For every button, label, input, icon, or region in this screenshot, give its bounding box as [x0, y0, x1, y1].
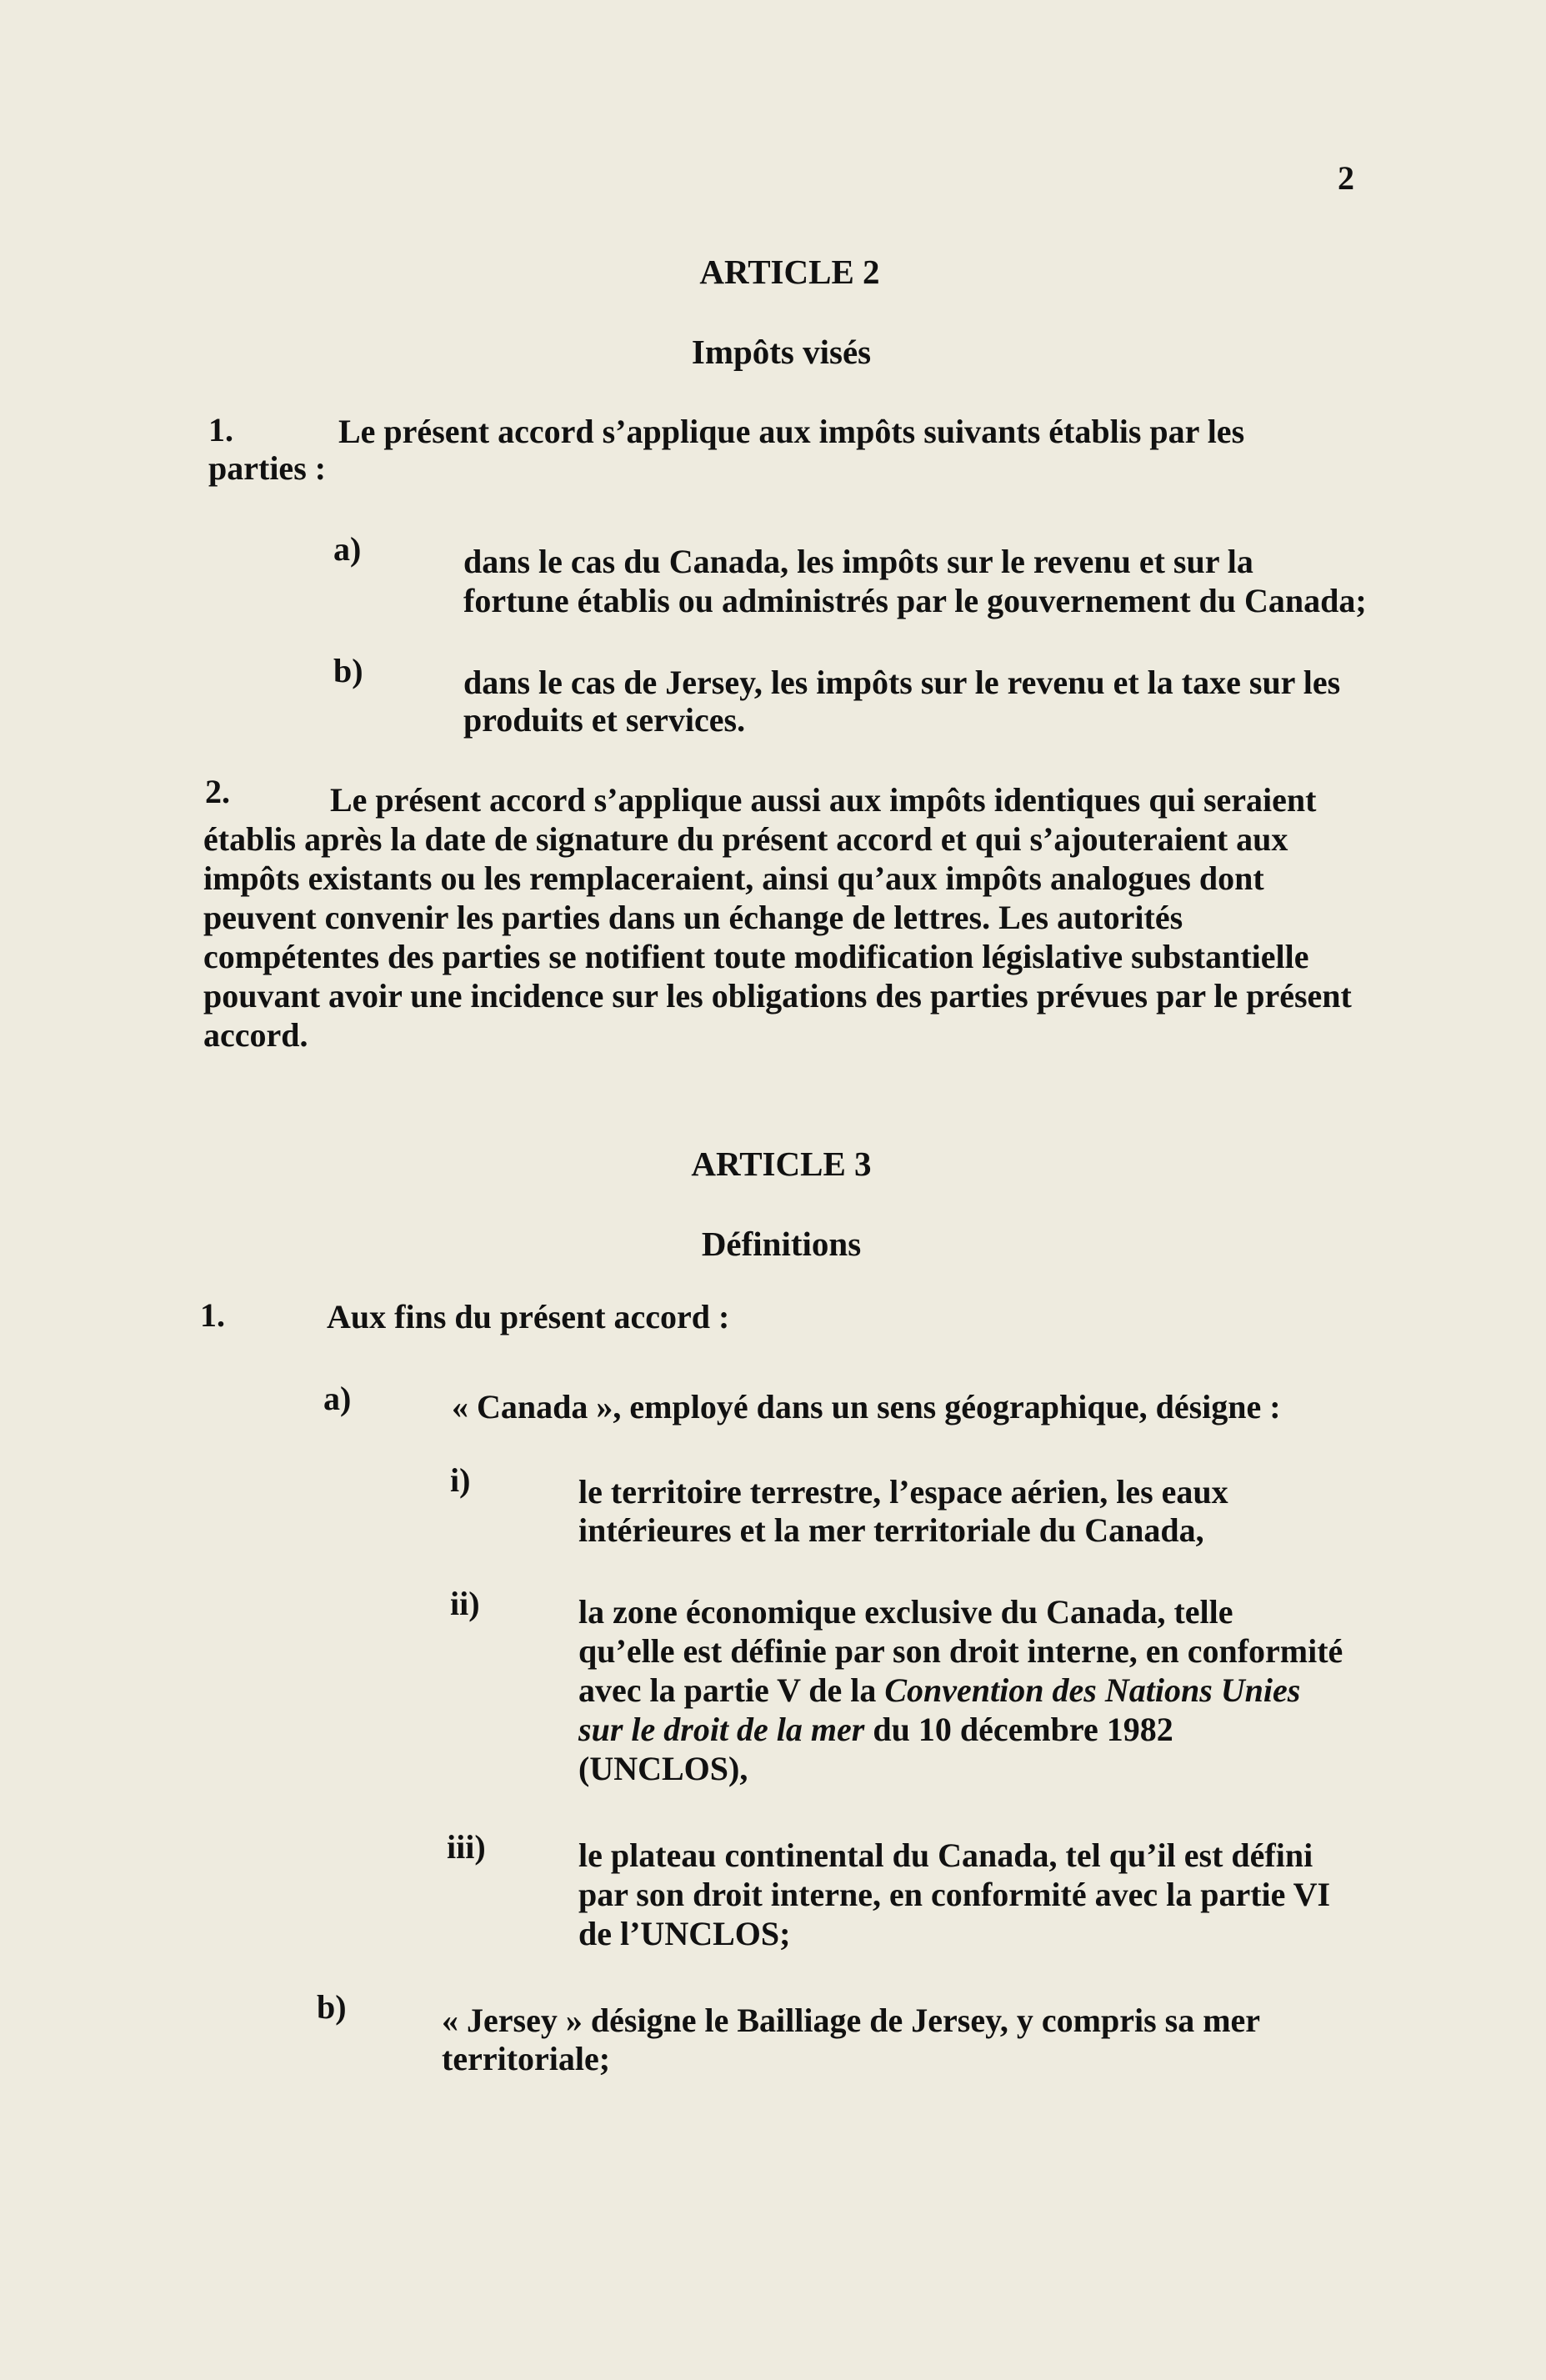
article-3-subitem-ii-line-5: (UNCLOS), [578, 1750, 748, 1787]
article-2-item-b-line-2: produits et services. [463, 701, 746, 739]
article-2-para-1-number: 1. [208, 411, 233, 448]
article-2-item-b-line-1: dans le cas de Jersey, les impôts sur le revenu et la taxe sur les [463, 664, 1341, 701]
article-3-subitem-ii-line-4 [578, 1710, 1173, 1750]
article-3-subitem-iii-line-3: de l’UNCLOS; [578, 1915, 791, 1952]
article-3-subitem-ii-line-1: la zone économique exclusive du Canada, telle [578, 1593, 1233, 1631]
article-3-item-b-line-2: territoriale; [442, 2040, 611, 2077]
article-2-subtitle: Impôts visés [691, 333, 872, 371]
article-2-title: ARTICLE 2 [699, 253, 880, 291]
article-3-title: ARTICLE 3 [691, 1145, 872, 1183]
article-3-subitem-ii-label: ii) [450, 1585, 480, 1622]
article-2-para-2-line-6: pouvant avoir une incidence sur les obligations des parties prévues par le présent [203, 977, 1352, 1015]
article-2-para-2-number: 2. [205, 773, 230, 810]
article-3-para-1-text: Aux fins du présent accord : [327, 1298, 730, 1335]
article-3-subitem-i-label: i) [450, 1461, 471, 1499]
article-2-para-2-line-2: établis après la date de signature du présent accord et qui s’ajouteraient aux [203, 820, 1288, 858]
article-2-para-2-text [203, 780, 1352, 1055]
article-2-para-1-line-1: Le présent accord s’applique aux impôts suivants établis par les [338, 413, 1245, 450]
article-2-para-2-line-5: compétentes des parties se notifient toute modification législative substantielle [203, 938, 1309, 975]
article-3-subitem-i-line-1: le territoire terrestre, l’espace aérien, les eaux [578, 1473, 1228, 1511]
unclos-title-part-1: Convention des Nations Unies [884, 1671, 1301, 1709]
article-2-item-a-line-2: fortune établis ou administrés par le gouvernement du Canada; [463, 582, 1367, 619]
article-3-item-a-text: « Canada », employé dans un sens géographique, désigne : [452, 1388, 1281, 1425]
article-3-subitem-ii-line-2: qu’elle est définie par son droit interne, en conformité [578, 1632, 1343, 1670]
article-2-para-2-line-4: peuvent convenir les parties dans un échange de lettres. Les autorités [203, 899, 1183, 936]
article-3-subitem-i-line-2: intérieures et la mer territoriale du Canada, [578, 1511, 1204, 1549]
unclos-title-part-2: sur le droit de la mer [578, 1711, 865, 1748]
page-number: 2 [1338, 159, 1354, 197]
article-3-para-1-number: 1. [200, 1296, 225, 1334]
article-3-subitem-iii-line-2: par son droit interne, en conformité avec la partie VI [578, 1876, 1331, 1913]
article-3-subitem-iii-line-1: le plateau continental du Canada, tel qu’il est défini [578, 1836, 1313, 1874]
article-3-subtitle: Définitions [701, 1225, 862, 1263]
article-3-item-b-line-1: « Jersey » désigne le Bailliage de Jersey, y compris sa mer [442, 2002, 1261, 2039]
article-3-subitem-ii-line-3-text: avec la partie V de la [578, 1671, 885, 1709]
article-3-item-a-label: a) [323, 1380, 352, 1417]
article-3-subitem-ii-line-4-text: du 10 décembre 1982 [864, 1711, 1173, 1748]
article-3-subitem-iii-label: iii) [447, 1828, 486, 1866]
article-3-subitem-ii-line-3 [578, 1671, 1300, 1711]
article-2-para-2-line-7: accord. [203, 1016, 308, 1054]
article-2-item-b-label: b) [333, 652, 363, 689]
article-2-para-2-line-3: impôts existants ou les remplaceraient, ainsi qu’aux impôts analogues dont [203, 859, 1264, 897]
article-2-para-2-line-1: Le présent accord s’applique aussi aux impôts identiques qui seraient [330, 781, 1317, 819]
article-2-para-1-line-2: parties : [208, 449, 327, 487]
article-2-item-a-line-1: dans le cas du Canada, les impôts sur le revenu et sur la [463, 543, 1253, 580]
article-2-item-a-label: a) [333, 530, 362, 568]
article-3-item-b-label: b) [317, 1988, 347, 2026]
